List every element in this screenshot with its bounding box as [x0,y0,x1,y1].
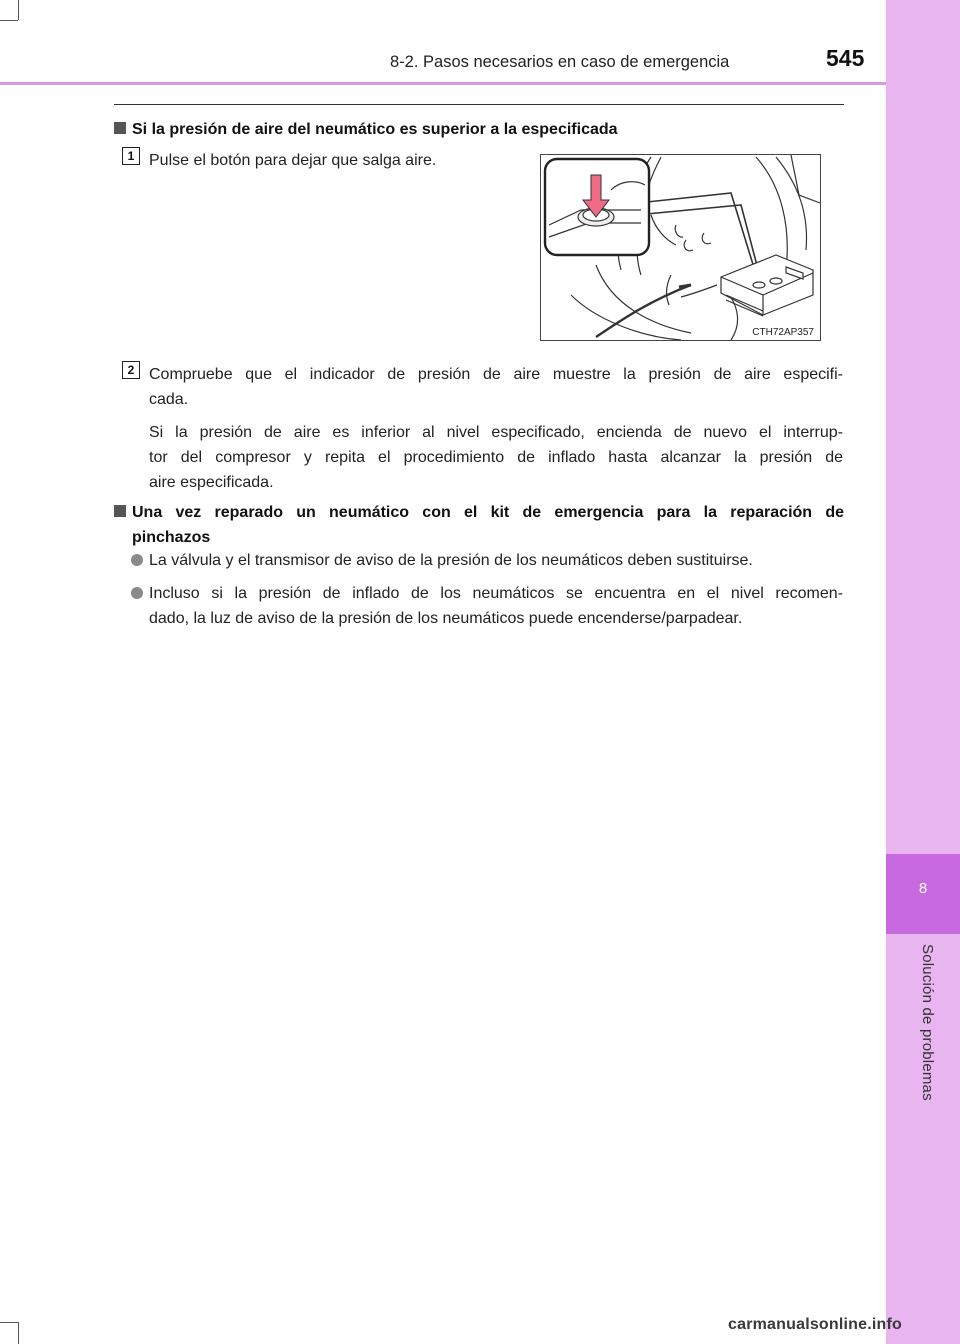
step-number-badge: 1 [122,147,140,165]
step-note [149,420,843,495]
compressor-illustration-svg [541,155,820,340]
section-heading [114,500,844,550]
step-text: Pulse el botón para dejar que salga aire. [149,152,437,169]
note-line: aire especificada. [149,474,274,491]
square-bullet-icon [114,505,126,517]
crop-mark [0,1322,18,1323]
watermark: carmanualsonline.info [728,1316,903,1333]
heading-line [114,500,844,525]
bullet-dot-icon [131,587,143,599]
step-text-line: Compruebe que el indicador de presión de aire muestre la presión de aire especifi- [149,366,843,383]
list-item: La válvula y el transmisor de aviso de la presión de los neumáticos deben sustituirse. [149,552,753,569]
bullet-dot-icon [131,554,143,566]
list-item-line: dado, la luz de aviso de la presión de los neumáticos puede encenderse/parpadear. [149,610,743,627]
chapter-number: 8 [918,880,928,897]
header-title: 8-2. Pasos necesarios en caso de emergencia [390,53,730,71]
header-rule [0,82,886,85]
side-tab [886,0,960,1344]
crop-mark [18,0,19,20]
page-number: 545 [826,45,865,71]
list-item [149,581,843,631]
compressor-illustration [540,154,821,341]
section-heading [114,118,854,141]
step-text [149,362,843,412]
heading-text: Si la presión de aire del neumático es superior a la especificada [132,121,618,138]
list-item-line: Incluso si la presión de inflado de los neumáticos se encuentra en el nivel recomen- [149,585,843,602]
heading-line: pinchazos [132,529,211,546]
note-line: tor del compresor y repita el procedimiento de inflado hasta alcanzar la presión de [149,449,843,466]
compressor-unit [721,255,813,316]
step-number-badge: 2 [122,361,140,379]
section-divider [114,104,844,105]
chapter-label: Solución de problemas [919,944,936,1101]
crop-mark [18,1322,19,1344]
square-bullet-icon [114,122,126,134]
figure-code: CTH72AP357 [752,327,814,338]
step-text-line: cada. [149,391,189,408]
note-line: Si la presión de aire es inferior al nivel especificado, encienda de nuevo el interrup- [149,424,843,441]
crop-mark [0,20,18,21]
heading-text: Una vez reparado un neumático con el kit de emergencia para la reparación de [132,504,844,521]
